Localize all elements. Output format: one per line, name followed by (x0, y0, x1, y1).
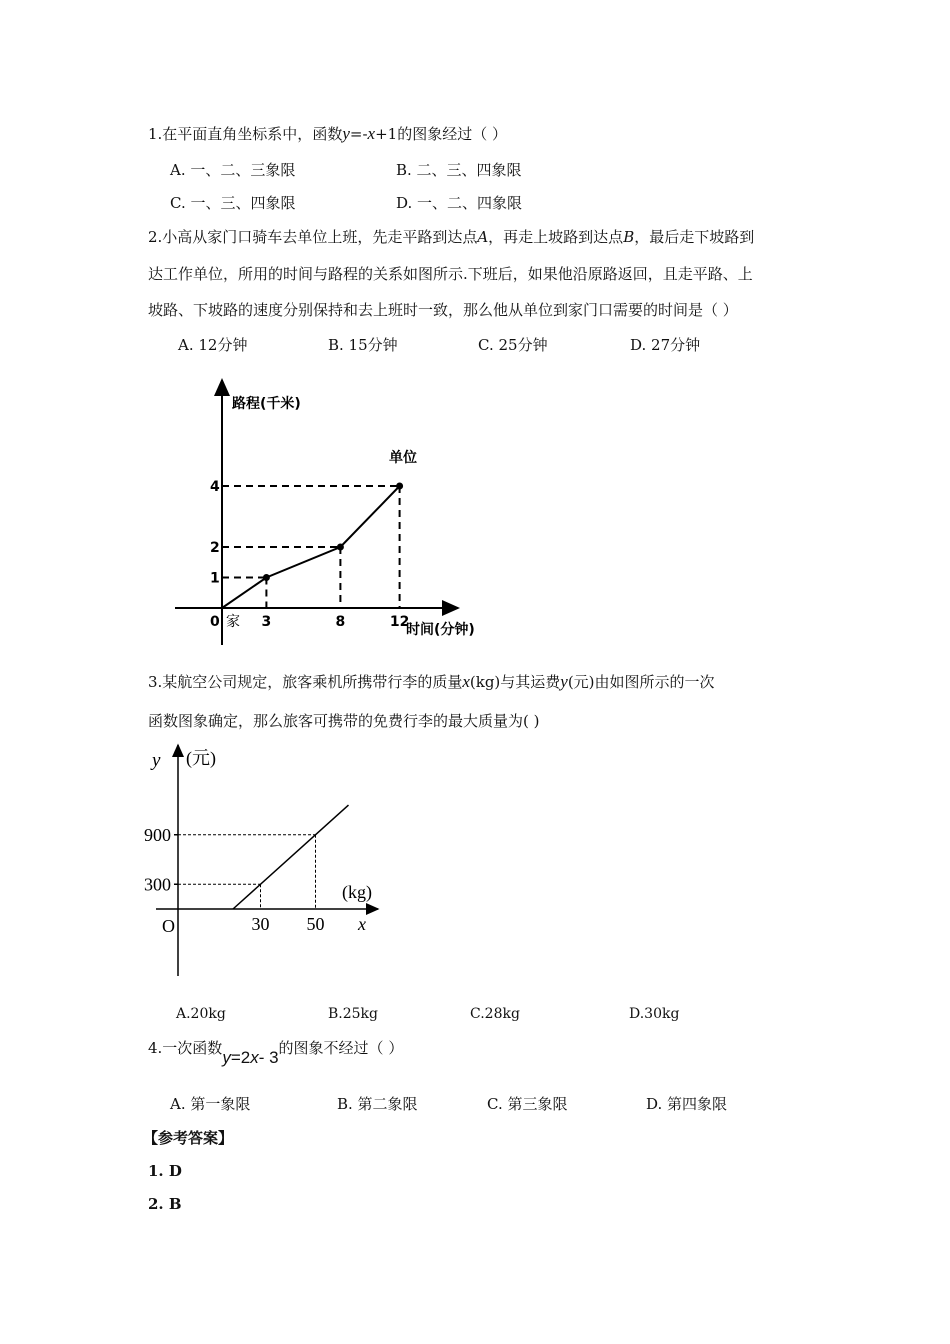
q3-unit-kg: (kg)与其运费 (469, 673, 561, 691)
q4-option-a: A. 第一象限 (170, 1095, 251, 1113)
answer-item-1: 1. D (148, 1162, 182, 1180)
q3-line1-a: 3.某航空公司规定，旅客乘机所携带行李的质量 (148, 673, 463, 691)
q1-option-a: A. 一、二、三象限 (170, 161, 296, 179)
q4-formula-mid: =2 (230, 1048, 251, 1067)
q3-chart-x-unit: (kg) (342, 882, 372, 902)
q3-chart-y-tick: 300 (144, 874, 171, 895)
q2-point-b: B (623, 228, 635, 246)
q3-option-a: A.20kg (176, 1006, 226, 1022)
q1-formula-mid: =- (349, 125, 368, 143)
q1-option-b: B. 二、三、四象限 (396, 161, 522, 179)
q2-stem-line3: 坡路、下坡路的速度分别保持和去上班时一致，那么他从单位到家门口需要的时间是（ ） (148, 301, 738, 319)
q2-chart-x-tick: 8 (335, 614, 346, 630)
q1-option-c: C. 一、三、四象限 (170, 194, 296, 212)
q3-chart-y-label: y (152, 750, 161, 771)
q3-chart-y-unit: (元) (186, 748, 216, 768)
q3-var-x: x (462, 672, 470, 691)
q2-stem-line2: 达工作单位，所用的时间与路程的关系如图所示.下班后，如果他沿原路返回，且走平路、上 (148, 265, 753, 283)
q3-chart-y-ticks (144, 825, 171, 895)
q2-distance-time-chart (170, 370, 490, 650)
q3-chart-origin-label: O (162, 916, 175, 936)
q3-line1-b: (元)由如图所示的一次 (567, 673, 715, 691)
q2-chart-y-tick: 4 (210, 479, 220, 495)
q4-formula-tail: - 3 (258, 1048, 279, 1067)
q4-option-b: B. 第二象限 (337, 1095, 418, 1113)
q4-formula-y: y (222, 1048, 231, 1067)
q2-line1-b: ，再走上坡路到达点 (488, 228, 624, 246)
q3-chart-x-ticks (252, 914, 325, 934)
q3-option-d: D.30kg (629, 1006, 680, 1022)
q2-chart-y-tick: 1 (210, 570, 220, 587)
q3-chart-x-label: x (358, 914, 366, 934)
q1-formula-tail: +1 (375, 125, 398, 143)
q3-chart-y-tick: 900 (144, 824, 171, 845)
q3-fee-weight-chart (140, 740, 400, 985)
q3-option-b: B.25kg (328, 1006, 378, 1022)
q2-chart-x-label: 时间(分钟) (406, 622, 475, 638)
q2-chart-y-tick: 2 (210, 540, 220, 556)
q3-stem-line1 (148, 672, 715, 692)
q1-option-d: D. 一、二、四象限 (396, 194, 523, 212)
q2-chart-point (337, 544, 344, 551)
q4-formula-x: x (250, 1048, 259, 1067)
q4-prefix: 4.一次函数 (148, 1039, 223, 1057)
q4-option-d: D. 第四象限 (646, 1095, 728, 1113)
q2-chart-x-ticks (262, 614, 410, 630)
q2-line1-c: ，最后走下坡路到 (634, 228, 755, 246)
q2-chart-origin-label: 0 (210, 614, 220, 630)
q2-line1-a: 2.小高从家门口骑车去单位上班，先走平路到达点 (148, 228, 478, 246)
q2-chart-points (263, 483, 403, 582)
q3-stem-line2: 函数图象确定，那么旅客可携带的免费行李的最大质量为( ) (148, 712, 540, 730)
q2-chart-point (396, 483, 403, 490)
q2-chart-y-label: 路程(千米) (232, 396, 301, 412)
q2-option-d: D. 27分钟 (630, 336, 701, 354)
q2-chart-y-ticks (210, 479, 220, 587)
q2-chart-home-label: 家 (226, 614, 240, 630)
q1-formula-y: y (342, 124, 350, 143)
q3-chart-x-tick: 30 (251, 914, 270, 934)
q2-option-c: C. 25分钟 (478, 336, 548, 354)
q1-prefix: 1.在平面直角坐标系中，函数 (148, 125, 343, 143)
q4-suffix: 的图象不经过（ ） (278, 1039, 404, 1057)
q1-suffix: 的图象经过（ ） (397, 125, 507, 143)
q2-stem-line1 (148, 227, 754, 247)
answer-item-2: 2. B (148, 1195, 182, 1213)
q2-chart-end-label: 单位 (389, 450, 417, 466)
q3-chart-x-tick: 50 (306, 914, 325, 934)
q2-option-a: A. 12分钟 (178, 336, 248, 354)
q4-option-c: C. 第三象限 (487, 1095, 568, 1113)
q1-stem (148, 124, 507, 144)
q3-var-y: y (560, 672, 568, 691)
q4-stem (148, 1038, 404, 1067)
q3-chart-series-line (233, 805, 349, 909)
q2-point-a: A (477, 228, 489, 246)
q2-chart-point (263, 574, 270, 581)
q2-chart-x-tick: 3 (261, 614, 272, 630)
q1-formula-x: x (367, 124, 376, 143)
q2-chart-x-tick: 12 (389, 614, 410, 630)
q3-option-c: C.28kg (470, 1006, 520, 1022)
q2-option-b: B. 15分钟 (328, 336, 398, 354)
answers-heading: 【参考答案】 (143, 1129, 234, 1147)
